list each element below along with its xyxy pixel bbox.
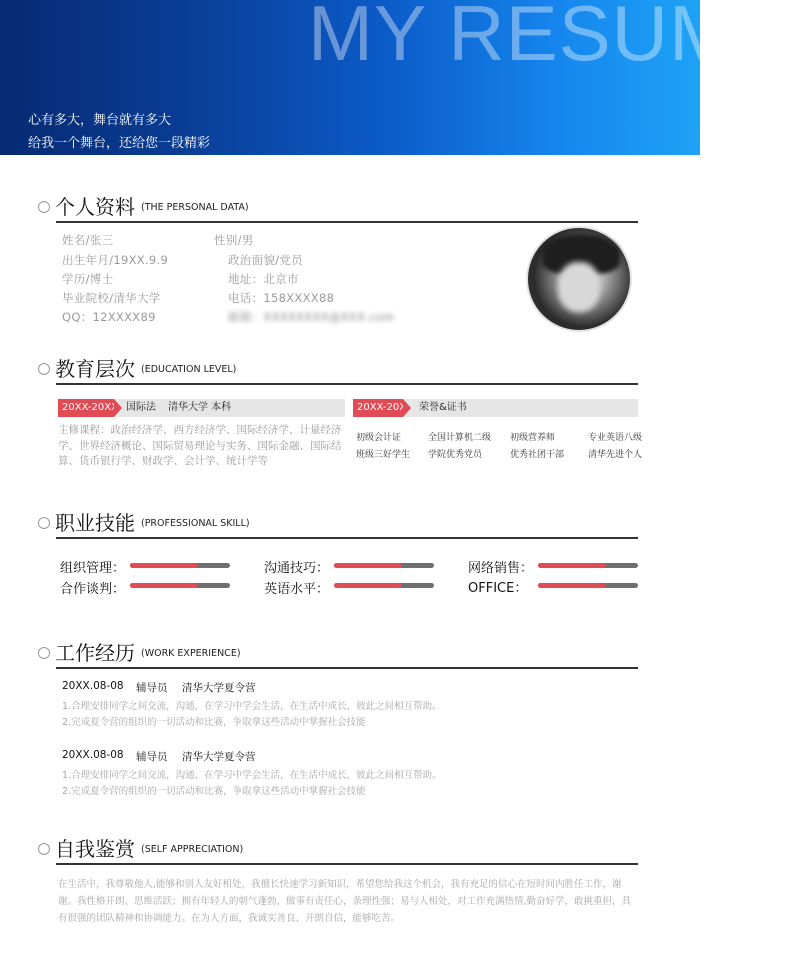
award-item: 初级营养师	[510, 433, 556, 443]
education-bar	[58, 399, 345, 417]
info-political: 政治面貌/党员	[228, 253, 303, 267]
honor-title: 荣誉&证书	[419, 402, 467, 413]
photo-face	[558, 262, 600, 312]
section-title: 个人资料	[55, 195, 135, 219]
section-subtitle: (SELF APPRECIATION)	[141, 844, 244, 855]
slogan-line-1: 心有多大，舞台就有多大	[28, 113, 172, 128]
skill-label: 网络销售：	[468, 561, 534, 576]
skill-bar	[538, 583, 638, 588]
info-school: 毕业院校/清华大学	[62, 291, 161, 305]
info-address: 地址：北京市	[228, 272, 299, 286]
skill-bar-fill	[538, 583, 606, 588]
section-title: 教育层次	[55, 357, 135, 381]
award-item: 学院优秀党员	[428, 450, 483, 460]
section-title: 自我鉴赏	[55, 837, 135, 861]
skill-label: 沟通技巧：	[264, 561, 330, 576]
skill-bar-fill	[130, 583, 198, 588]
circle-bullet-icon	[38, 843, 50, 855]
info-email-obscured: 邮箱：XXXXXXXX@XXX.com	[228, 310, 395, 324]
award-item: 清华先进个人	[588, 450, 643, 460]
award-item: 班级三好学生	[356, 450, 411, 460]
circle-bullet-icon	[38, 363, 50, 375]
skill-bar	[130, 563, 230, 568]
self-appreciation-text: 在生活中，我尊敬他人,能够和别人友好相处，我擅长快速学习新知识，希望您给我这个机会，我有充足的信心在短时间内胜任工作，谢谢。我性格开朗、思维活跃；拥有年轻人的朝气蓬勃，做事有责任心，条理性强；易与人相处，对工作充满热情,勤奋好学，敢挑重担，具有很强的团队精神和协调能力。在为人方面，我诚实善良、开朗自信，能够吃苦。	[58, 879, 632, 924]
section-skills	[38, 510, 638, 538]
circle-bullet-icon	[38, 201, 50, 213]
skill-label: 组织管理：	[60, 561, 126, 576]
slogan-line-2: 给我一个舞台，还给您一段精彩	[28, 136, 211, 151]
resume-title: MY RESUME	[308, 0, 788, 77]
skill-label: 英语水平：	[264, 582, 330, 597]
education-major: 国际法	[126, 402, 156, 413]
circle-bullet-icon	[38, 517, 50, 529]
section-divider	[56, 667, 638, 669]
job-detail: 2.完成夏令营的组织的一切活动和比赛，争取拿这些活动中掌握社会技能	[62, 786, 366, 797]
section-subtitle: (THE PERSONAL DATA)	[141, 202, 249, 213]
info-qq: QQ：12XXXX89	[62, 310, 156, 324]
job-org: 清华大学夏令营	[182, 751, 256, 763]
section-personal	[38, 194, 638, 222]
skill-bar	[538, 563, 638, 568]
skill-bar-fill	[538, 563, 606, 568]
section-divider	[56, 537, 638, 539]
header-banner	[0, 0, 788, 155]
section-title: 职业技能	[55, 511, 135, 535]
honor-period: 20XX-20X	[353, 399, 403, 417]
honor-bar	[353, 399, 638, 417]
job-detail: 2.完成夏令营的组织的一切活动和比赛，争取拿这些活动中掌握社会技能	[62, 717, 366, 728]
award-item: 全国计算机二级	[428, 433, 492, 443]
section-divider	[56, 221, 638, 223]
section-subtitle: (PROFESSIONAL SKILL)	[141, 518, 250, 529]
skill-bar-fill	[334, 563, 402, 568]
job-detail: 1.合理安排同学之间交流，沟通，在学习中学会生活，在生活中成长，彼此之间相互帮助。	[62, 701, 442, 712]
job-org: 清华大学夏令营	[182, 682, 256, 694]
section-subtitle: (WORK EXPERIENCE)	[141, 648, 241, 659]
section-work	[38, 640, 638, 668]
job-date: 20XX.08-08	[62, 680, 124, 692]
profile-photo	[526, 226, 632, 332]
skill-bar	[130, 583, 230, 588]
section-divider	[56, 383, 638, 385]
skill-bar-fill	[130, 563, 198, 568]
section-title: 工作经历	[55, 641, 135, 665]
info-birth: 出生年月/19XX.9.9	[62, 253, 169, 267]
job-role: 辅导员	[136, 682, 168, 694]
info-phone: 电话：158XXXX88	[228, 291, 335, 305]
skill-label: OFFICE：	[468, 581, 528, 596]
section-divider	[56, 863, 638, 865]
job-date: 20XX.08-08	[62, 749, 124, 761]
award-item: 初级会计证	[356, 433, 402, 443]
info-gender: 性别/男	[214, 233, 254, 247]
skill-bar	[334, 583, 434, 588]
education-school: 清华大学 本科	[168, 402, 232, 413]
skill-label: 合作谈判：	[60, 582, 126, 597]
section-education	[38, 356, 638, 384]
info-name: 姓名/张三	[62, 233, 114, 247]
section-self	[38, 836, 638, 864]
circle-bullet-icon	[38, 647, 50, 659]
skill-bar	[334, 563, 434, 568]
award-item: 优秀社团干部	[510, 450, 565, 460]
skill-bar-fill	[334, 583, 402, 588]
section-subtitle: (EDUCATION LEVEL)	[141, 364, 237, 375]
info-degree: 学历/博士	[62, 272, 114, 286]
education-period: 20XX-20XX	[58, 399, 114, 417]
job-detail: 1.合理安排同学之间交流，沟通，在学习中学会生活，在生活中成长，彼此之间相互帮助。	[62, 770, 442, 781]
award-item: 专业英语八级	[588, 433, 643, 443]
courses-text: 主修课程：政治经济学、西方经济学、国际经济学、计量经济学、世界经济概论、国际贸易理论与实务、国际金融、国际结算、货币银行学、财政学、会计学、统计学等	[58, 424, 342, 467]
job-role: 辅导员	[136, 751, 168, 763]
